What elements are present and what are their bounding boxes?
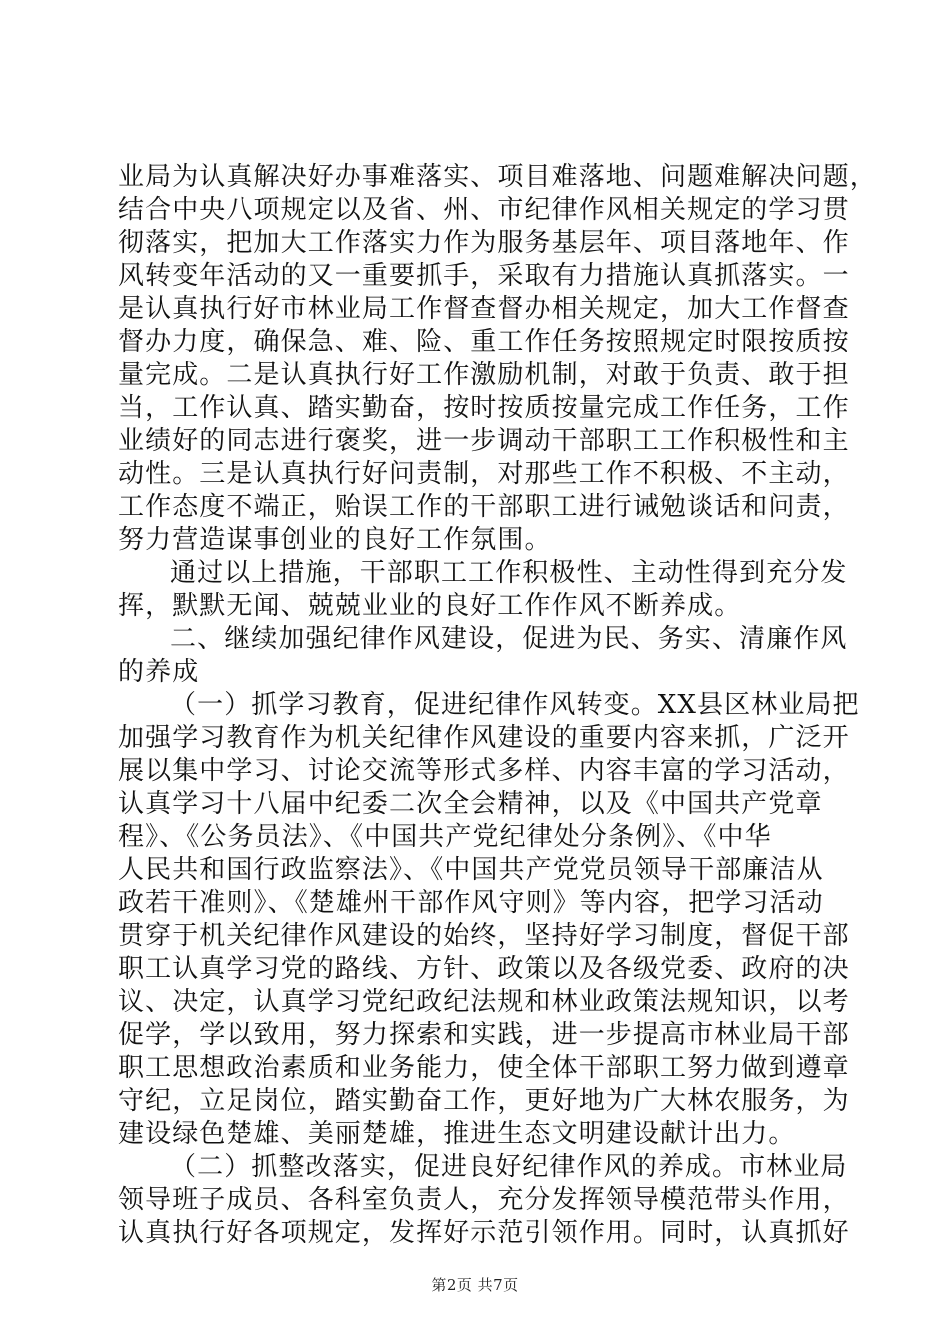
body-line: 业绩好的同志进行褒奖，进一步调动干部职工工作积极性和主 (118, 426, 850, 456)
body-line: 建设绿色楚雄、美丽楚雄，推进生态文明建设献计出力。 (118, 1119, 796, 1149)
body-line: 风转变年活动的又一重要抓手，采取有力措施认真抓落实。一 (118, 261, 850, 291)
body-line: 挥，默默无闻、兢兢业业的良好工作作风不断养成。 (118, 591, 742, 621)
body-line: 动性。三是认真执行好问责制，对那些工作不积极、不主动， (118, 459, 850, 489)
body-line: 人民共和国行政监察法》、《中国共产党党员领导干部廉洁从 (118, 855, 824, 885)
body-line: 职工认真学习党的路线、方针、政策以及各级党委、政府的决 (118, 954, 850, 984)
paragraph-start-line: （一）抓学习教育，促进纪律作风转变。XX县区林业局把 (170, 690, 860, 720)
body-line: 督办力度，确保急、难、险、重工作任务按照规定时限按质按 (118, 327, 850, 357)
body-line: 量完成。二是认真执行好工作激励机制，对敢于负责、敢于担 (118, 360, 850, 390)
body-line: 认真执行好各项规定，发挥好示范引领作用。同时，认真抓好 (118, 1218, 850, 1248)
body-line: 彻落实，把加大工作落实力作为服务基层年、项目落地年、作 (118, 228, 850, 258)
body-line: 加强学习教育作为机关纪律作风建设的重要内容来抓，广泛开 (118, 723, 850, 753)
body-line: 促学，学以致用，努力探索和实践，进一步提高市林业局干部 (118, 1020, 850, 1050)
body-line: 贯穿于机关纪律作风建设的始终，坚持好学习制度，督促干部 (118, 921, 850, 951)
body-line: 守纪，立足岗位，踏实勤奋工作，更好地为广大林农服务，为 (118, 1086, 850, 1116)
paragraph-start-line: 通过以上措施，干部职工工作积极性、主动性得到充分发 (170, 558, 848, 588)
body-line: 展以集中学习、讨论交流等形式多样、内容丰富的学习活动， (118, 756, 850, 786)
section-heading-line: 的养成 (118, 657, 200, 687)
body-line: 业局为认真解决好办事难落实、项目难落地、问题难解决问题， (118, 162, 877, 192)
body-line: 政若干准则》、《楚雄州干部作风守则》等内容，把学习活动 (118, 888, 824, 918)
body-line: 是认真执行好市林业局工作督查督办相关规定，加大工作督查 (118, 294, 850, 324)
body-line: 领导班子成员、各科室负责人，充分发挥领导模范带头作用， (118, 1185, 850, 1215)
body-line: 结合中央八项规定以及省、州、市纪律作风相关规定的学习贯 (118, 195, 850, 225)
paragraph-start-line: （二）抓整改落实，促进良好纪律作风的养成。市林业局 (170, 1152, 848, 1182)
body-line: 程》、《公务员法》、《中国共产党纪律处分条例》、《中华 (118, 822, 772, 852)
body-line: 当，工作认真、踏实勤奋，按时按质按量完成工作任务，工作 (118, 393, 850, 423)
body-line: 认真学习十八届中纪委二次全会精神，以及《中国共产党章 (118, 789, 823, 819)
body-line: 努力营造谋事创业的良好工作氛围。 (118, 525, 552, 555)
body-line: 职工思想政治素质和业务能力，使全体干部职工努力做到遵章 (118, 1053, 850, 1083)
body-line: 议、决定，认真学习党纪政纪法规和林业政策法规知识，以考 (118, 987, 850, 1017)
page-footer: 第2页 共7页 (431, 1276, 519, 1294)
body-line: 工作态度不端正，贻误工作的干部职工进行诫勉谈话和问责， (118, 492, 850, 522)
section-heading-line: 二、继续加强纪律作风建设，促进为民、务实、清廉作风 (170, 624, 848, 654)
